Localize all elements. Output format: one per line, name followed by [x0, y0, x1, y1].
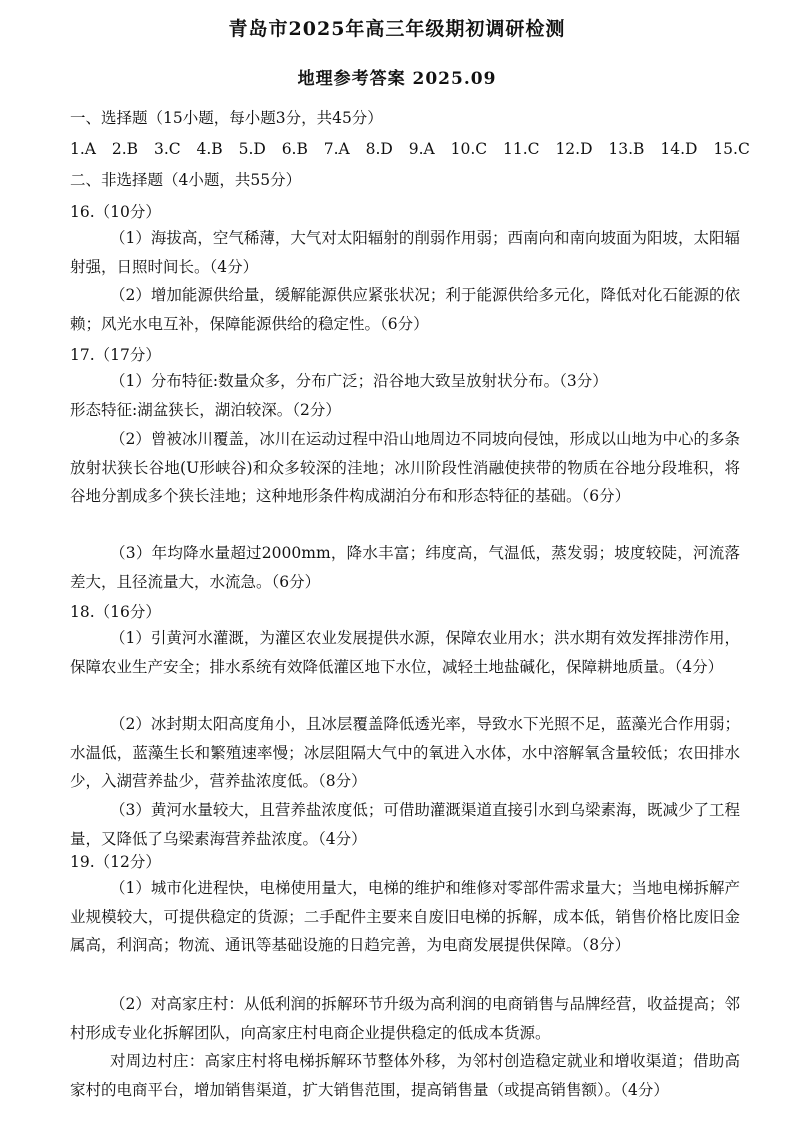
answer-item: 10.C	[450, 140, 488, 158]
answer-item: 3.C	[153, 140, 181, 158]
section2-heading: 二、非选择题（4小题，共55分）	[70, 171, 302, 189]
multiple-choice-answers	[70, 139, 750, 159]
page-title: 青岛市2025年高三年级期初调研检测	[228, 18, 566, 40]
answer-item: 4.B	[196, 140, 223, 158]
answer-item: 2.B	[111, 140, 139, 158]
answer-item: 9.A	[408, 140, 435, 158]
page-subtitle: 地理参考答案 2025.09	[297, 69, 497, 89]
answer-item: 5.D	[238, 140, 266, 158]
answer-paragraph: 对周边村庄：高家庄村将电梯拆解环节整体外移，为邻村创造稳定就业和增收渠道；借助高家村的电商平台，增加销售渠道，扩大销售范围，提高销售量（或提高销售额）。（4分）	[70, 1052, 740, 1099]
answer-paragraph: （1）分布特征:数量众多，分布广泛；沿谷地大致呈放射状分布。（3分）	[110, 372, 608, 390]
answer-paragraph: （1）海拔高，空气稀薄，大气对太阳辐射的削弱作用弱；西南向和南向坡面为阳坡，太阳辐射强，日照时间长。（4分）	[70, 229, 740, 276]
answer-item: 6.B	[281, 140, 308, 158]
answer-paragraph: 形态特征:湖盆狭长，湖泊较深。（2分）	[70, 401, 341, 419]
question-heading: 18.（16分）	[70, 603, 161, 621]
answer-item: 7.A	[323, 140, 350, 158]
section1-heading: 一、选择题（15小题，每小题3分，共45分）	[70, 109, 383, 127]
answer-paragraph: （2）增加能源供给量，缓解能源供应紧张状况；利于能源供给多元化，降低对化石能源的依赖；风光水电互补，保障能源供给的稳定性。（6分）	[70, 286, 740, 333]
question-heading: 16.（10分）	[70, 203, 161, 221]
answer-item: 8.D	[365, 140, 393, 158]
answer-item: 12.D	[555, 140, 593, 158]
answer-paragraph: （2）对高家庄村：从低利润的拆解环节升级为高利润的电商销售与品牌经营，收益提高；邻村形成专业化拆解团队，向高家庄村电商企业提供稳定的低成本货源。	[70, 995, 740, 1042]
answer-paragraph: （3）黄河水量较大，且营养盐浓度低；可借助灌溉渠道直接引水到乌梁素海，既减少了工程量，又降低了乌梁素海营养盐浓度。（4分）	[70, 801, 740, 848]
answer-item: 13.B	[608, 140, 645, 158]
answer-paragraph: （1）城市化进程快，电梯使用量大，电梯的维护和维修对零部件需求量大；当地电梯拆解产业规模较大，可提供稳定的货源；二手配件主要来自废旧电梯的拆解，成本低，销售价格比废旧金属高，利润高；物流、通讯等基础设施的日趋完善，为电商发展提供保障。（8分）	[70, 879, 740, 954]
answer-paragraph: （1）引黄河水灌溉，为灌区农业发展提供水源，保障农业用水；洪水期有效发挥排涝作用，保障农业生产安全；排水系统有效降低灌区地下水位，减轻土地盐碱化，保障耕地质量。（4分）	[70, 629, 740, 676]
answer-item: 15.C	[713, 140, 750, 158]
question-heading: 17.（17分）	[70, 346, 161, 364]
answer-paragraph: （2）冰封期太阳高度角小，且冰层覆盖降低透光率，导致水下光照不足，蓝藻光合作用弱；水温低，蓝藻生长和繁殖速率慢；冰层阻隔大气中的氧进入水体，水中溶解氧含量较低；农田排水少，入湖营养盐少，营养盐浓度低。（8分）	[70, 715, 740, 790]
answer-paragraph: （3）年均降水量超过2000mm，降水丰富；纬度高，气温低，蒸发弱；坡度较陡，河流落差大，且径流量大，水流急。（6分）	[70, 544, 740, 591]
answer-item: 14.D	[660, 140, 698, 158]
answer-paragraph: （2）曾被冰川覆盖，冰川在运动过程中沿山地周边不同坡向侵蚀，形成以山地为中心的多条放射状狭长谷地(U形峡谷)和众多较深的洼地；冰川阶段性消融使挟带的物质在谷地分段堆积，将谷地分割成多个狭长洼地；这种地形条件构成湖泊分布和形态特征的基础。（6分）	[70, 430, 740, 505]
answer-item: 1.A	[70, 140, 96, 158]
answer-item: 11.C	[503, 140, 540, 158]
question-heading: 19.（12分）	[70, 853, 161, 871]
